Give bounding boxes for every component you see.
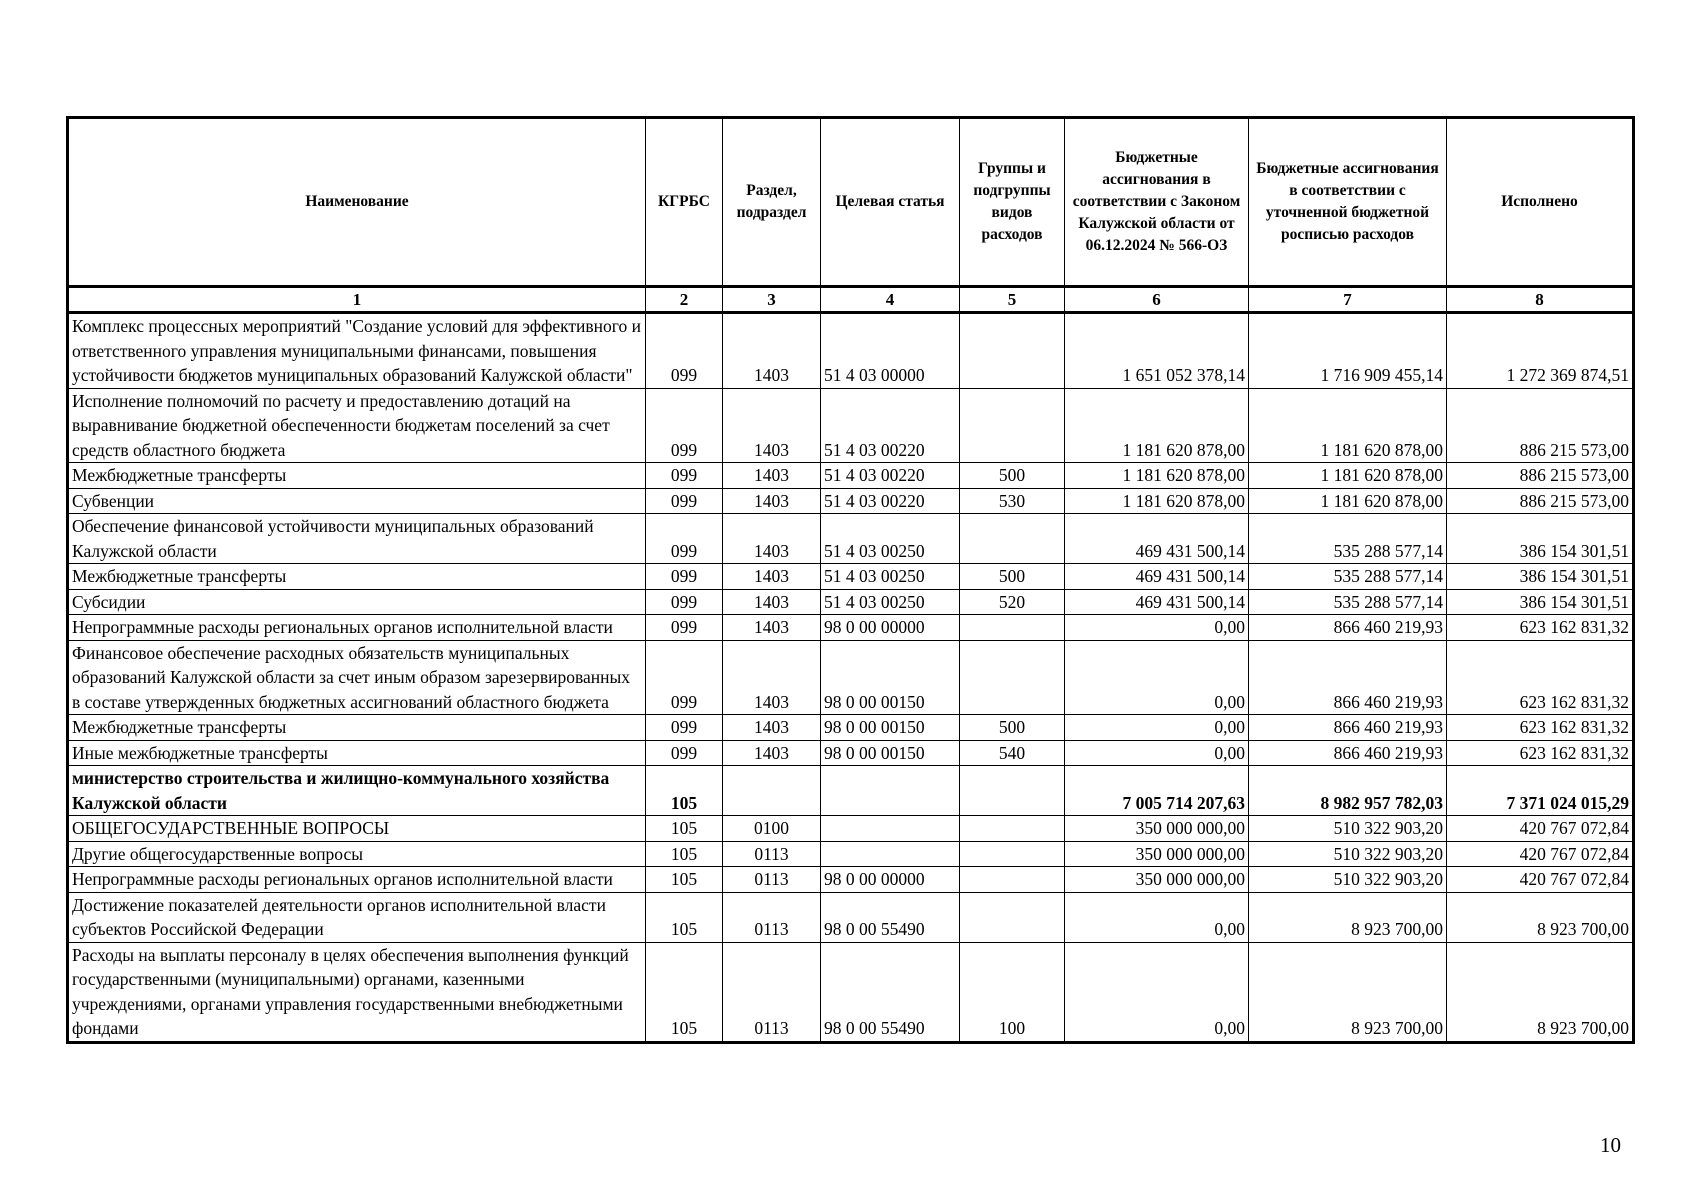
table-row <box>68 715 1634 741</box>
cell-kgrbs: 099 <box>646 715 723 741</box>
cell-kgrbs: 105 <box>646 816 723 842</box>
cell-refined: 866 460 219,93 <box>1249 715 1447 741</box>
cell-executed: 386 154 301,51 <box>1447 564 1634 590</box>
cell-law: 0,00 <box>1065 942 1249 1042</box>
cell-group: 500 <box>960 715 1065 741</box>
cell-executed: 8 923 700,00 <box>1447 942 1634 1042</box>
cell-section: 0113 <box>723 867 821 893</box>
column-number: 4 <box>821 287 960 313</box>
cell-law: 469 431 500,14 <box>1065 514 1249 564</box>
cell-kgrbs: 099 <box>646 313 723 389</box>
cell-refined: 866 460 219,93 <box>1249 640 1447 715</box>
cell-name: Непрограммные расходы региональных органов исполнительной власти <box>68 867 646 893</box>
cell-target: 98 0 00 00150 <box>821 640 960 715</box>
cell-section: 1403 <box>723 740 821 766</box>
cell-target: 98 0 00 00000 <box>821 615 960 641</box>
cell-section: 1403 <box>723 388 821 463</box>
column-number: 6 <box>1065 287 1249 313</box>
cell-name: Обеспечение финансовой устойчивости муниципальных образований Калужской области <box>68 514 646 564</box>
cell-executed: 1 272 369 874,51 <box>1447 313 1634 389</box>
table-row <box>68 867 1634 893</box>
cell-kgrbs: 105 <box>646 766 723 816</box>
table-row <box>68 841 1634 867</box>
cell-group: 500 <box>960 564 1065 590</box>
cell-name: Субсидии <box>68 589 646 615</box>
cell-group: 100 <box>960 942 1065 1042</box>
cell-section: 0100 <box>723 816 821 842</box>
cell-kgrbs: 099 <box>646 514 723 564</box>
cell-kgrbs: 099 <box>646 589 723 615</box>
cell-target: 51 4 03 00220 <box>821 488 960 514</box>
cell-target: 98 0 00 55490 <box>821 942 960 1042</box>
table-row <box>68 488 1634 514</box>
cell-refined: 510 322 903,20 <box>1249 867 1447 893</box>
cell-kgrbs: 099 <box>646 640 723 715</box>
cell-law: 1 181 620 878,00 <box>1065 388 1249 463</box>
cell-law: 0,00 <box>1065 615 1249 641</box>
cell-target: 51 4 03 00250 <box>821 514 960 564</box>
column-number: 2 <box>646 287 723 313</box>
cell-target <box>821 841 960 867</box>
cell-executed: 420 767 072,84 <box>1447 841 1634 867</box>
column-number: 3 <box>723 287 821 313</box>
cell-name: Расходы на выплаты персоналу в целях обеспечения выполнения функций государственными (муниципальными) органами, казенными учреждениями, органами управления государственными внебюджетными фондами <box>68 942 646 1042</box>
cell-section <box>723 766 821 816</box>
table-row <box>68 766 1634 816</box>
cell-section: 1403 <box>723 615 821 641</box>
cell-group: 540 <box>960 740 1065 766</box>
cell-law: 1 651 052 378,14 <box>1065 313 1249 389</box>
table-row <box>68 942 1634 1042</box>
header-kgrbs: КГРБС <box>646 118 723 287</box>
cell-name: Достижение показателей деятельности органов исполнительной власти субъектов Российской Федерации <box>68 892 646 942</box>
cell-target: 98 0 00 00150 <box>821 740 960 766</box>
cell-kgrbs: 105 <box>646 892 723 942</box>
cell-refined: 1 181 620 878,00 <box>1249 463 1447 489</box>
cell-executed: 7 371 024 015,29 <box>1447 766 1634 816</box>
cell-law: 469 431 500,14 <box>1065 564 1249 590</box>
table-row <box>68 640 1634 715</box>
cell-law: 469 431 500,14 <box>1065 589 1249 615</box>
cell-kgrbs: 099 <box>646 388 723 463</box>
cell-target <box>821 816 960 842</box>
table-row <box>68 615 1634 641</box>
cell-executed: 386 154 301,51 <box>1447 589 1634 615</box>
cell-group <box>960 867 1065 893</box>
cell-refined: 1 181 620 878,00 <box>1249 488 1447 514</box>
cell-target: 51 4 03 00250 <box>821 564 960 590</box>
cell-name: Финансовое обеспечение расходных обязательств муниципальных образований Калужской области за счет иным образом зарезервированных в составе утвержденных бюджетных ассигнований областного бюджета <box>68 640 646 715</box>
column-number: 7 <box>1249 287 1447 313</box>
cell-name: ОБЩЕГОСУДАРСТВЕННЫЕ ВОПРОСЫ <box>68 816 646 842</box>
cell-group <box>960 514 1065 564</box>
cell-target <box>821 766 960 816</box>
cell-refined: 8 923 700,00 <box>1249 892 1447 942</box>
cell-executed: 623 162 831,32 <box>1447 640 1634 715</box>
table-row <box>68 514 1634 564</box>
cell-executed: 420 767 072,84 <box>1447 816 1634 842</box>
cell-kgrbs: 099 <box>646 740 723 766</box>
cell-executed: 623 162 831,32 <box>1447 615 1634 641</box>
cell-refined: 8 982 957 782,03 <box>1249 766 1447 816</box>
cell-group <box>960 388 1065 463</box>
column-number: 1 <box>68 287 646 313</box>
table-row <box>68 463 1634 489</box>
cell-law: 1 181 620 878,00 <box>1065 488 1249 514</box>
cell-target: 98 0 00 00150 <box>821 715 960 741</box>
cell-section: 1403 <box>723 313 821 389</box>
cell-kgrbs: 099 <box>646 488 723 514</box>
cell-target: 51 4 03 00000 <box>821 313 960 389</box>
cell-kgrbs: 099 <box>646 615 723 641</box>
cell-law: 350 000 000,00 <box>1065 816 1249 842</box>
table-row <box>68 816 1634 842</box>
cell-name: министерство строительства и жилищно-коммунального хозяйства Калужской области <box>68 766 646 816</box>
cell-section: 0113 <box>723 892 821 942</box>
cell-refined: 1 181 620 878,00 <box>1249 388 1447 463</box>
cell-executed: 623 162 831,32 <box>1447 715 1634 741</box>
header-groups: Группы и подгруппы видов расходов <box>960 118 1065 287</box>
column-number: 8 <box>1447 287 1634 313</box>
cell-group: 520 <box>960 589 1065 615</box>
cell-law: 7 005 714 207,63 <box>1065 766 1249 816</box>
cell-executed: 8 923 700,00 <box>1447 892 1634 942</box>
cell-group <box>960 892 1065 942</box>
cell-group <box>960 816 1065 842</box>
cell-group <box>960 640 1065 715</box>
cell-section: 1403 <box>723 715 821 741</box>
header-executed: Исполнено <box>1447 118 1634 287</box>
cell-executed: 420 767 072,84 <box>1447 867 1634 893</box>
cell-target: 51 4 03 00250 <box>821 589 960 615</box>
cell-refined: 1 716 909 455,14 <box>1249 313 1447 389</box>
header-law: Бюджетные ассигнования в соответствии с Законом Калужской области от 06.12.2024 № 566-ОЗ <box>1065 118 1249 287</box>
cell-section: 1403 <box>723 514 821 564</box>
cell-group: 500 <box>960 463 1065 489</box>
cell-law: 0,00 <box>1065 740 1249 766</box>
header-refined: Бюджетные ассигнования в соответствии с уточненной бюджетной росписью расходов <box>1249 118 1447 287</box>
header-target: Целевая статья <box>821 118 960 287</box>
cell-name: Межбюджетные трансферты <box>68 564 646 590</box>
cell-law: 0,00 <box>1065 715 1249 741</box>
cell-target: 98 0 00 55490 <box>821 892 960 942</box>
cell-name: Субвенции <box>68 488 646 514</box>
cell-group: 530 <box>960 488 1065 514</box>
header-section: Раздел, подраздел <box>723 118 821 287</box>
cell-refined: 535 288 577,14 <box>1249 514 1447 564</box>
cell-section: 1403 <box>723 640 821 715</box>
cell-law: 0,00 <box>1065 892 1249 942</box>
budget-table <box>66 116 1635 1044</box>
cell-executed: 623 162 831,32 <box>1447 740 1634 766</box>
column-number-row <box>68 287 1634 313</box>
cell-name: Исполнение полномочий по расчету и предоставлению дотаций на выравнивание бюджетной обеспеченности бюджетам поселений за счет средств областного бюджета <box>68 388 646 463</box>
header-name: Наименование <box>68 118 646 287</box>
cell-section: 0113 <box>723 841 821 867</box>
cell-name: Межбюджетные трансферты <box>68 715 646 741</box>
cell-executed: 886 215 573,00 <box>1447 388 1634 463</box>
budget-table-container <box>66 116 1632 1044</box>
cell-target: 98 0 00 00000 <box>821 867 960 893</box>
cell-group <box>960 841 1065 867</box>
header-row <box>68 118 1634 287</box>
cell-refined: 510 322 903,20 <box>1249 816 1447 842</box>
table-row <box>68 892 1634 942</box>
cell-refined: 535 288 577,14 <box>1249 589 1447 615</box>
cell-law: 1 181 620 878,00 <box>1065 463 1249 489</box>
cell-kgrbs: 099 <box>646 564 723 590</box>
cell-executed: 886 215 573,00 <box>1447 463 1634 489</box>
table-row <box>68 564 1634 590</box>
cell-group <box>960 766 1065 816</box>
cell-name: Межбюджетные трансферты <box>68 463 646 489</box>
table-row <box>68 313 1634 389</box>
page-number: 10 <box>1600 1133 1621 1157</box>
cell-refined: 535 288 577,14 <box>1249 564 1447 590</box>
cell-name: Другие общегосударственные вопросы <box>68 841 646 867</box>
cell-target: 51 4 03 00220 <box>821 388 960 463</box>
cell-refined: 510 322 903,20 <box>1249 841 1447 867</box>
table-row <box>68 740 1634 766</box>
table-row <box>68 388 1634 463</box>
cell-kgrbs: 105 <box>646 867 723 893</box>
cell-target: 51 4 03 00220 <box>821 463 960 489</box>
cell-refined: 866 460 219,93 <box>1249 615 1447 641</box>
cell-refined: 866 460 219,93 <box>1249 740 1447 766</box>
cell-group <box>960 615 1065 641</box>
table-body <box>68 313 1634 1043</box>
cell-section: 1403 <box>723 589 821 615</box>
table-row <box>68 589 1634 615</box>
cell-executed: 886 215 573,00 <box>1447 488 1634 514</box>
cell-section: 0113 <box>723 942 821 1042</box>
cell-law: 350 000 000,00 <box>1065 867 1249 893</box>
cell-refined: 8 923 700,00 <box>1249 942 1447 1042</box>
cell-section: 1403 <box>723 463 821 489</box>
cell-kgrbs: 105 <box>646 841 723 867</box>
cell-executed: 386 154 301,51 <box>1447 514 1634 564</box>
cell-kgrbs: 105 <box>646 942 723 1042</box>
cell-section: 1403 <box>723 564 821 590</box>
cell-kgrbs: 099 <box>646 463 723 489</box>
cell-section: 1403 <box>723 488 821 514</box>
cell-law: 0,00 <box>1065 640 1249 715</box>
cell-name: Комплекс процессных мероприятий "Создание условий для эффективного и ответственного управления муниципальными финансами, повышения устойчивости бюджетов муниципальных образований Калужской области" <box>68 313 646 389</box>
cell-law: 350 000 000,00 <box>1065 841 1249 867</box>
cell-name: Иные межбюджетные трансферты <box>68 740 646 766</box>
cell-group <box>960 313 1065 389</box>
column-number: 5 <box>960 287 1065 313</box>
cell-name: Непрограммные расходы региональных органов исполнительной власти <box>68 615 646 641</box>
